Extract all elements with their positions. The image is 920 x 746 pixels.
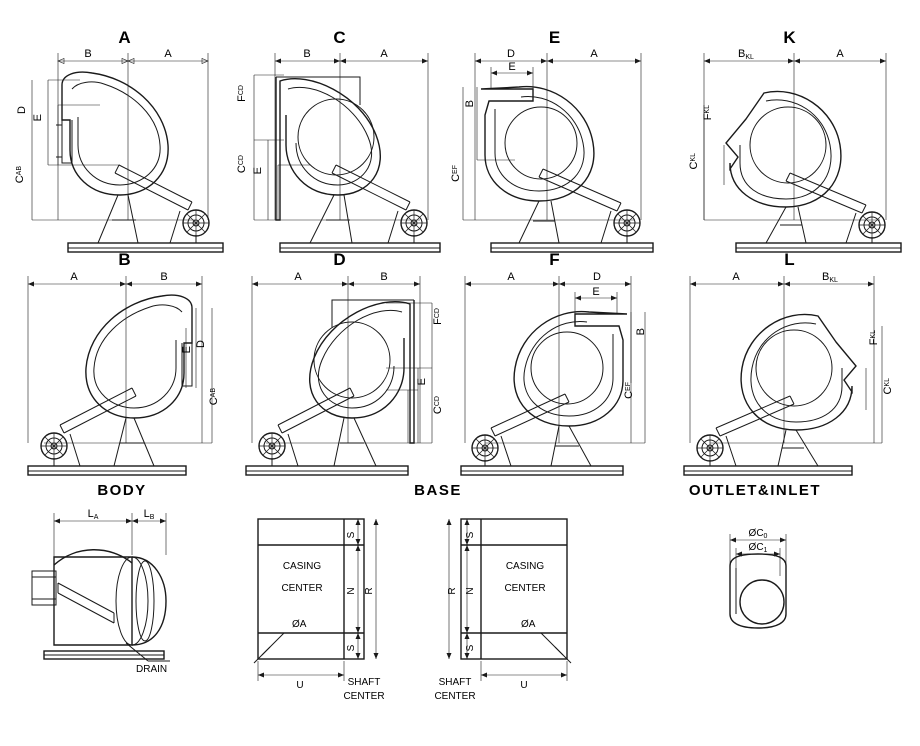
svg-text:B: B	[303, 48, 311, 60]
svg-text:D: D	[507, 48, 515, 60]
svg-text:CENTER: CENTER	[504, 583, 546, 594]
dim-label-c-ef: CEF	[623, 382, 635, 399]
svg-text:N: N	[346, 587, 357, 595]
svg-text:ØC0: $ØC_0$	[748, 528, 768, 540]
svg-text:A: A	[836, 48, 844, 60]
svg-text:S: S	[346, 531, 357, 539]
svg-text:BKL: BKL	[822, 271, 838, 284]
arrangement-title-e: E	[548, 28, 562, 47]
svg-text:B: B	[160, 271, 168, 283]
dim-label-f-cd: FCD	[236, 85, 248, 102]
arrangement-title-f: F	[549, 250, 561, 269]
svg-text:CASING: CASING	[282, 561, 322, 572]
drain-label-text: DRAIN	[136, 664, 168, 675]
svg-text:A: A	[70, 271, 78, 283]
svg-text:A: A	[164, 48, 172, 60]
base-view-left	[240, 505, 400, 702]
arrangement-title-l: L	[784, 250, 796, 269]
dim-label-f-kl: FKL	[868, 330, 880, 346]
dim-label-c-ab: CAB	[208, 388, 220, 406]
dim-label-d: D	[16, 106, 28, 114]
dim-label-e: E	[416, 378, 428, 386]
svg-text:CENTER: CENTER	[434, 691, 476, 702]
section-title-body: BODY	[97, 482, 147, 499]
svg-text:BKL: BKL	[738, 48, 754, 61]
svg-text:E: E	[508, 61, 516, 73]
svg-text:SHAFT: SHAFT	[347, 677, 381, 688]
svg-text:S: S	[346, 644, 357, 652]
arrangement-drawing-a	[20, 45, 220, 235]
svg-text:ØC1: $ØC_1$	[748, 542, 768, 554]
dim-label-e: E	[252, 167, 264, 175]
svg-text:U: U	[296, 680, 304, 691]
arrangement-drawing-d	[236, 268, 446, 458]
svg-text:U: U	[520, 680, 528, 691]
outlet-inlet-drawing	[670, 510, 850, 650]
svg-text:A: A	[294, 271, 302, 283]
section-title-base: BASE	[414, 482, 462, 499]
dim-label-b: B	[464, 100, 476, 108]
svg-text:LB: LB	[143, 508, 155, 521]
svg-text:R: R	[364, 587, 375, 595]
svg-text:A: A	[590, 48, 598, 60]
svg-text:A: A	[380, 48, 388, 60]
arrangement-title-b: B	[118, 250, 132, 269]
svg-text:B: B	[84, 48, 92, 60]
arrangement-title-c: C	[333, 28, 347, 47]
arrangement-title-k: K	[783, 28, 797, 47]
svg-text:CASING: CASING	[505, 561, 545, 572]
dim-label-c-ef: CEF	[450, 165, 462, 182]
dim-label-d: D	[195, 340, 207, 348]
dim-label-b: B	[635, 328, 647, 336]
svg-text:ØA: ØA	[292, 619, 307, 630]
svg-text:S: S	[465, 644, 476, 652]
body-view-drawing	[14, 505, 224, 685]
arrangement-title-a: A	[118, 28, 132, 47]
svg-text:CENTER: CENTER	[281, 583, 323, 594]
arrangement-drawing-e	[455, 45, 655, 235]
arrangement-drawing-b	[14, 268, 224, 458]
dim-label-f-cd: FCD	[432, 308, 444, 325]
base-view-right	[425, 505, 585, 702]
svg-text:SHAFT: SHAFT	[438, 677, 472, 688]
arrangement-drawing-f	[455, 268, 665, 458]
svg-text:R: R	[447, 587, 458, 595]
arrangement-drawing-l	[680, 268, 895, 458]
dim-label-c-ab: CAB	[14, 166, 26, 184]
section-title-outlet-inlet: OUTLET&INLET	[688, 482, 822, 499]
svg-text:A: A	[507, 271, 515, 283]
svg-text:S: S	[465, 531, 476, 539]
svg-text:E: E	[592, 286, 600, 298]
svg-text:D: D	[593, 271, 601, 283]
svg-text:LA: LA	[87, 508, 99, 521]
arrangement-title-d: D	[333, 250, 347, 269]
dim-label-c-cd: CCD	[236, 155, 248, 174]
dim-label-e: E	[181, 346, 193, 354]
svg-text:CENTER: CENTER	[343, 691, 385, 702]
dim-label-c-cd: CCD	[432, 396, 444, 415]
arrangement-drawing-c	[240, 45, 440, 235]
svg-text:A: A	[732, 271, 740, 283]
svg-text:B: B	[380, 271, 388, 283]
dim-label-c-kl: CKL	[882, 378, 894, 395]
svg-text:N: N	[465, 587, 476, 595]
dim-label-e: E	[32, 114, 44, 122]
dim-label-c-kl: CKL	[688, 153, 700, 170]
arrangement-drawing-k	[690, 45, 905, 235]
dim-label-f-kl: FKL	[702, 105, 714, 121]
svg-text:ØA: ØA	[521, 619, 536, 630]
